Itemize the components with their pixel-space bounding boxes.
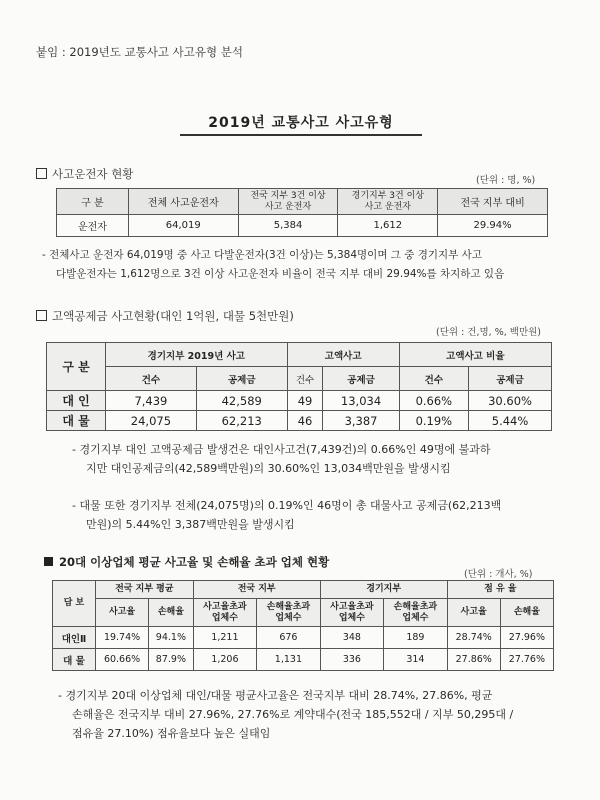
subcol-text: 손해율초과 업체수 <box>393 601 438 623</box>
section3-note <box>58 686 513 743</box>
cell: 46 <box>287 411 323 431</box>
cell: 0.19% <box>399 411 468 431</box>
group-header: 경기지부 <box>320 581 447 599</box>
col-national-3plus <box>238 189 338 215</box>
high-claim-table <box>46 342 552 431</box>
group-header: 고액사고 <box>287 343 399 367</box>
note-text: 대물 또한 경기지부 전체(24,075명)의 0.19%인 46명이 총 대물사고 공제금(62,213백 <box>79 499 502 512</box>
row-header: 구 분 <box>47 343 106 391</box>
cell: 1,131 <box>257 649 321 671</box>
cell: 62,213 <box>196 411 287 431</box>
subcol-header <box>384 599 448 627</box>
cell: 27.76% <box>500 649 553 671</box>
row-label: 대 물 <box>53 649 96 671</box>
note-text: 손해율은 전국지부 대비 27.96%, 27.76%로 계약대수(전국 185,552대 / 지부 50,295대 / <box>72 708 514 721</box>
section1-note <box>42 246 504 284</box>
filled-square-icon <box>44 557 53 566</box>
note-text: 경기지부 20대 이상업체 대인/대물 평균사고율은 전국지부 대비 28.74%, 27.86%, 평균 <box>65 689 493 702</box>
section3-heading-text: 20대 이상업체 평균 사고율 및 손해율 초과 업체 현황 <box>59 555 330 569</box>
cell: 1,211 <box>193 627 257 649</box>
table-row <box>53 627 554 649</box>
note-line <box>72 515 501 534</box>
subcol-header <box>320 599 384 627</box>
col-gyeonggi-3plus <box>338 189 438 215</box>
note-line <box>42 265 504 284</box>
section2-note2 <box>72 496 501 534</box>
cell: 30.60% <box>469 391 552 411</box>
group-header: 경기지부 2019년 사고 <box>106 343 288 367</box>
subcol-text: 사고율초과 업체수 <box>203 601 247 623</box>
subcol-text: 사고율 <box>109 607 136 617</box>
table-row <box>57 215 548 237</box>
subcol-header <box>96 599 149 627</box>
subcol-text: 사고율 <box>460 607 487 617</box>
note-line <box>58 705 513 724</box>
cell: 348 <box>320 627 384 649</box>
subcol-text: 손해율 <box>513 607 540 617</box>
note-line: - 경기지부 대인 고액공제금 발생건은 대인사고건(7,439건)의 0.66%인 49명에 불과하 <box>72 443 491 456</box>
note-text: 점유율 27.10%) 점유율보다 높은 실태임 <box>72 727 271 740</box>
cell: 3,387 <box>323 411 399 431</box>
subcol-header: 공제금 <box>469 367 552 391</box>
note-line <box>58 724 513 743</box>
cell: 336 <box>320 649 384 671</box>
subcol-header: 공제금 <box>323 367 399 391</box>
subcol-header: 공제금 <box>196 367 287 391</box>
table-row <box>53 649 554 671</box>
cell: 5.44% <box>469 411 552 431</box>
cell: 27.86% <box>447 649 500 671</box>
group-header: 전국 지부 <box>193 581 320 599</box>
cell: 189 <box>384 627 448 649</box>
table-row <box>47 391 552 411</box>
cell: 42,589 <box>196 391 287 411</box>
note-line: - 대물 또한 경기지부 전체(24,075명)의 0.19%인 46명이 총 대물사고 공제금(62,213백 <box>72 499 502 512</box>
subcol-text: 손해율 <box>157 607 184 617</box>
row-label: 대 물 <box>47 411 106 431</box>
col-gyeonggi-3plus-text: 경기지부 3건 이상 사고 운전자 <box>351 190 424 212</box>
note-text: 전체사고 운전자 64,019명 중 사고 다발운전자(3건 이상)는 5,384명이며 그 중 경기지부 사고 <box>49 249 482 261</box>
cell: 1,206 <box>193 649 257 671</box>
subcol-header <box>447 599 500 627</box>
document-title: 2019년 교통사고 사고유형 <box>180 112 422 136</box>
subcol-header <box>257 599 321 627</box>
section1-heading <box>36 166 133 182</box>
note-text: 경기지부 대인 고액공제금 발생건은 대인사고건(7,439건)의 0.66%인 49명에 불과하 <box>79 443 491 456</box>
note-line <box>72 459 491 478</box>
above-average-table <box>52 580 554 671</box>
subcol-text: 손해율초과 업체수 <box>266 601 311 623</box>
cell: 0.66% <box>399 391 468 411</box>
col-category: 구 분 <box>57 189 129 215</box>
cell-national: 5,384 <box>238 215 338 237</box>
cell-ratio: 29.94% <box>438 215 548 237</box>
section2-heading <box>36 308 294 324</box>
cell: 28.74% <box>447 627 500 649</box>
table-header-row <box>57 189 548 215</box>
subcol-header: 건수 <box>287 367 323 391</box>
row-header: 담 보 <box>53 581 96 627</box>
col-total-drivers: 전체 사고운전자 <box>128 189 238 215</box>
cell: 676 <box>257 627 321 649</box>
section1-heading-text: 사고운전자 현황 <box>52 167 134 181</box>
note-line: - 경기지부 20대 이상업체 대인/대물 평균사고율은 전국지부 대비 28.74%, 27.86%, 평균 <box>58 689 493 702</box>
subcol-header: 건수 <box>106 367 197 391</box>
table-subheader-row <box>53 599 554 627</box>
section2-heading-text: 고액공제금 사고현황(대인 1억원, 대물 5천만원) <box>52 309 294 323</box>
note-line: - 전체사고 운전자 64,019명 중 사고 다발운전자(3건 이상)는 5,384명이며 그 중 경기지부 사고 <box>42 249 482 261</box>
subcol-text: 사고율초과 업체수 <box>330 601 374 623</box>
section2-note1 <box>72 440 491 478</box>
table-subheader-row <box>47 367 552 391</box>
note-text: 다발운전자는 1,612명으로 3건 이상 사고운전자 비율이 전국 지부 대비 29.94%를 차지하고 있음 <box>56 268 505 280</box>
driver-table <box>56 188 548 237</box>
attachment-label: 붙임 : 2019년도 교통사고 사고유형 분석 <box>36 45 243 59</box>
table-row <box>47 411 552 431</box>
cell: 19.74% <box>96 627 149 649</box>
group-header: 전국 지부 평균 <box>96 581 194 599</box>
note-text: 지만 대인공제금의(42,589백만원)의 30.60%인 13,034백만원을 발생시킴 <box>86 462 451 475</box>
cell-label: 운전자 <box>57 215 129 237</box>
cell: 87.9% <box>149 649 194 671</box>
group-header: 고액사고 비율 <box>399 343 551 367</box>
cell: 13,034 <box>323 391 399 411</box>
cell: 27.96% <box>500 627 553 649</box>
row-label: 대 인 <box>47 391 106 411</box>
cell-gyeonggi: 1,612 <box>338 215 438 237</box>
cell: 60.66% <box>96 649 149 671</box>
subcol-header <box>500 599 553 627</box>
cell: 94.1% <box>149 627 194 649</box>
table-header-row <box>53 581 554 599</box>
cell: 314 <box>384 649 448 671</box>
subcol-header <box>193 599 257 627</box>
subcol-header: 건수 <box>399 367 468 391</box>
cell-total: 64,019 <box>128 215 238 237</box>
group-header: 점 유 율 <box>447 581 553 599</box>
table-header-row <box>47 343 552 367</box>
col-national-3plus-text: 전국 지부 3건 이상 사고 운전자 <box>250 190 326 212</box>
cell: 24,075 <box>106 411 197 431</box>
row-label: 대인Ⅱ <box>53 627 96 649</box>
section1-unit: (단위 : 명, %) <box>476 175 536 186</box>
section3-heading <box>44 554 329 570</box>
checkbox-icon <box>36 310 47 321</box>
col-vs-national: 전국 지부 대비 <box>438 189 548 215</box>
cell: 7,439 <box>106 391 197 411</box>
note-text: 만원)의 5.44%인 3,387백만원을 발생시킴 <box>86 518 295 531</box>
section2-unit: (단위 : 건,명, %, 백만원) <box>436 327 542 338</box>
cell: 49 <box>287 391 323 411</box>
section3-unit: (단위 : 개사, %) <box>464 569 533 580</box>
subcol-header <box>149 599 194 627</box>
checkbox-icon <box>36 168 47 179</box>
